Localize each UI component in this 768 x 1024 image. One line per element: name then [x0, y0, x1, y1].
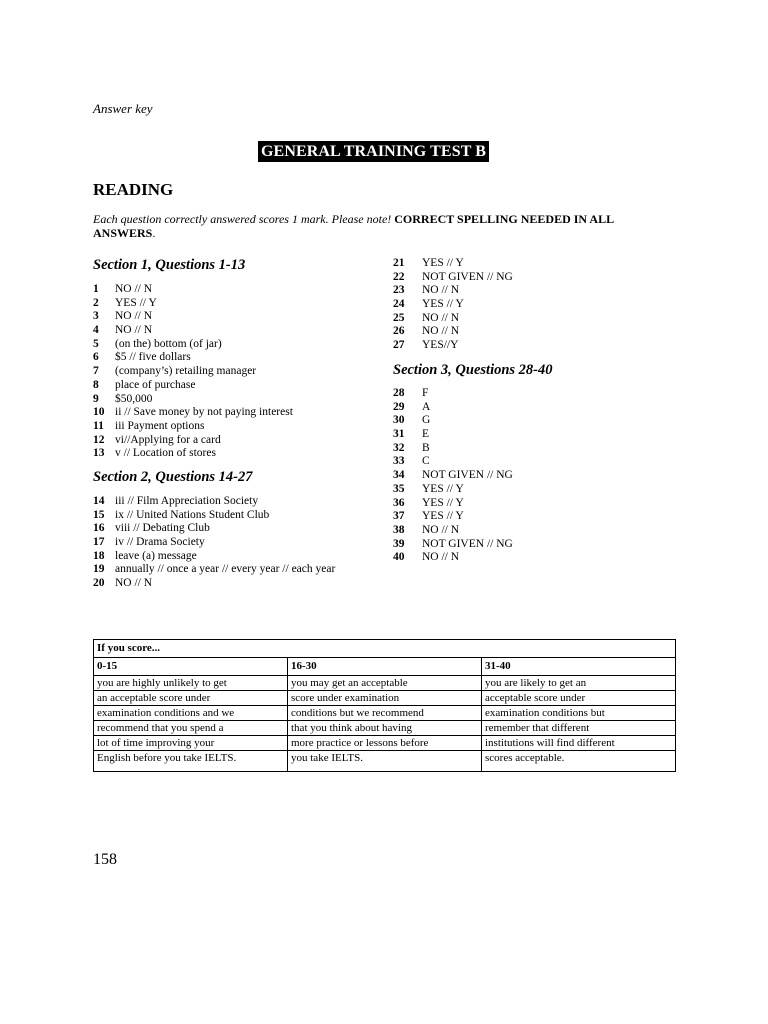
- question-number: 11: [93, 419, 104, 432]
- score-table-cell: conditions but we recommend: [288, 706, 482, 721]
- answer-row: [393, 455, 643, 469]
- answer-row: [393, 469, 643, 483]
- answer-row: [393, 387, 643, 401]
- answer-text: YES // Y: [422, 257, 464, 269]
- question-number: 5: [93, 337, 99, 350]
- score-table-title: If you score...: [94, 640, 676, 658]
- answer-text: iii // Film Appreciation Society: [115, 495, 259, 507]
- answer-text: vi//Applying for a card: [115, 433, 221, 446]
- question-number: 29: [393, 400, 405, 413]
- answer-text: ii // Save money by not paying interest: [115, 406, 293, 419]
- question-number: 34: [393, 469, 405, 482]
- score-table-cell: acceptable score under: [482, 691, 676, 706]
- question-number: 19: [93, 563, 105, 576]
- score-table-cell: you take IELTS.: [288, 751, 482, 772]
- marking-note: [93, 212, 663, 240]
- answer-row: [93, 420, 383, 434]
- answer-row: [93, 509, 383, 523]
- score-range-row: [94, 658, 676, 676]
- section2-title: Section 2, Questions 14-27: [93, 469, 253, 485]
- answer-text: NOT GIVEN // NG: [422, 469, 513, 482]
- score-table-cell: an acceptable score under: [94, 691, 288, 706]
- answer-text: G: [422, 414, 431, 427]
- answer-row: [393, 312, 643, 326]
- answer-text: NOT GIVEN // NG: [422, 537, 513, 550]
- question-number: 40: [393, 551, 405, 564]
- score-table-row: [94, 691, 676, 706]
- question-number: 35: [393, 482, 405, 495]
- answer-row: [93, 393, 383, 407]
- question-number: 27: [393, 339, 405, 352]
- section3-answers: [393, 387, 643, 565]
- answer-row: [393, 284, 643, 298]
- answer-text: C: [422, 455, 430, 468]
- answer-text: iv // Drama Society: [115, 536, 205, 549]
- answer-row: [93, 536, 383, 550]
- answer-row: [393, 298, 643, 312]
- question-number: 10: [93, 406, 105, 419]
- answer-text: NO // N: [115, 324, 153, 337]
- answer-row: [93, 365, 383, 379]
- answer-text: YES // Y: [422, 482, 464, 495]
- answer-text: NO // N: [115, 577, 153, 590]
- question-number: 20: [93, 577, 105, 590]
- score-table-cell: scores acceptable.: [482, 751, 676, 772]
- answer-row: [393, 325, 643, 339]
- question-number: 4: [93, 324, 99, 337]
- page-number: 158: [93, 851, 117, 868]
- score-table-cell: recommend that you spend a: [94, 721, 288, 736]
- answer-text: B: [422, 441, 430, 454]
- answer-row: [393, 442, 643, 456]
- answer-key-label: Answer key: [93, 101, 153, 116]
- answer-text: $50,000: [115, 392, 153, 405]
- score-table-row: [94, 706, 676, 721]
- answer-row: [93, 310, 383, 324]
- question-number: 31: [393, 428, 405, 441]
- answer-row: [93, 351, 383, 365]
- note-italic: Each question correctly answered scores 1 mark. Please note!: [93, 212, 392, 226]
- answer-row: [93, 495, 383, 509]
- question-number: 2: [93, 296, 99, 309]
- answer-row: [93, 563, 383, 577]
- score-table-cell: examination conditions and we: [94, 706, 288, 721]
- section3-title: Section 3, Questions 28-40: [393, 362, 553, 378]
- reading-heading: READING: [93, 180, 174, 199]
- score-table-cell: remember that different: [482, 721, 676, 736]
- answer-text: NO // N: [422, 284, 460, 297]
- question-number: 36: [393, 496, 405, 509]
- score-table-cell: English before you take IELTS.: [94, 751, 288, 772]
- answer-row: [393, 510, 643, 524]
- answer-text: NO // N: [422, 551, 460, 564]
- score-table-row: [94, 736, 676, 751]
- question-number: 9: [93, 392, 99, 405]
- question-number: 12: [93, 433, 105, 446]
- answer-text: annually // once a year // every year // each year: [115, 563, 336, 576]
- question-number: 24: [393, 298, 405, 311]
- answer-text: YES//Y: [422, 339, 459, 352]
- question-number: 14: [93, 495, 105, 507]
- answer-text: (on the) bottom (of jar): [115, 337, 222, 350]
- answer-text: NO // N: [115, 283, 153, 295]
- question-number: 26: [393, 325, 405, 338]
- question-number: 16: [93, 522, 105, 535]
- answer-text: NOT GIVEN // NG: [422, 270, 513, 283]
- question-number: 7: [93, 365, 99, 378]
- answer-text: (company’s) retailing manager: [115, 365, 257, 378]
- answer-text: $5 // five dollars: [115, 351, 191, 364]
- score-table-cell: you may get an acceptable: [288, 676, 482, 691]
- question-number: 39: [393, 537, 405, 550]
- answer-row: [93, 406, 383, 420]
- note-end: .: [152, 226, 156, 240]
- question-number: 8: [93, 378, 99, 391]
- score-table-cell: lot of time improving your: [94, 736, 288, 751]
- score-table-row: [94, 676, 676, 691]
- question-number: 28: [393, 387, 405, 399]
- question-number: 38: [393, 523, 405, 536]
- answer-row: [393, 524, 643, 538]
- answer-row: [93, 324, 383, 338]
- answer-row: [393, 339, 643, 353]
- question-number: 37: [393, 510, 405, 523]
- answer-row: [393, 271, 643, 285]
- answer-row: [93, 379, 383, 393]
- score-table-cell: institutions will find different: [482, 736, 676, 751]
- score-table-row: [94, 721, 676, 736]
- answer-row: [93, 447, 383, 461]
- question-number: 22: [393, 270, 405, 283]
- answer-row: [93, 522, 383, 536]
- question-number: 33: [393, 455, 405, 468]
- answer-row: [393, 414, 643, 428]
- score-table-cell: that you think about having: [288, 721, 482, 736]
- answer-row: [393, 428, 643, 442]
- answer-text: YES // Y: [422, 510, 464, 523]
- score-table-row: [94, 751, 676, 772]
- score-table: [93, 639, 676, 772]
- question-number: 32: [393, 441, 405, 454]
- answer-text: A: [422, 400, 431, 413]
- question-number: 23: [393, 284, 405, 297]
- question-number: 18: [93, 549, 105, 562]
- answer-text: NO // N: [115, 310, 153, 323]
- section1-title: Section 1, Questions 1-13: [93, 257, 246, 273]
- answer-text: YES // Y: [422, 298, 464, 311]
- answer-text: NO // N: [422, 311, 460, 324]
- answer-row: [93, 577, 383, 591]
- note-bold: CORRECT SPELLING NEEDED IN ALL ANSWERS: [93, 212, 614, 240]
- answer-text: leave (a) message: [115, 549, 197, 562]
- answer-row: [93, 283, 383, 297]
- answer-text: viii // Debating Club: [115, 522, 210, 535]
- section1-answers: [93, 283, 383, 461]
- score-table-cell: score under examination: [288, 691, 482, 706]
- answer-row: [93, 550, 383, 564]
- answer-text: E: [422, 428, 430, 441]
- answer-row: [93, 297, 383, 311]
- test-title: GENERAL TRAINING TEST B: [258, 141, 489, 162]
- section2-cont-answers: [393, 257, 643, 353]
- answer-text: YES // Y: [115, 296, 157, 309]
- answer-text: NO // N: [422, 325, 460, 338]
- answer-row: [393, 483, 643, 497]
- answer-text: NO // N: [422, 523, 460, 536]
- answer-text: iii Payment options: [115, 419, 205, 432]
- question-number: 25: [393, 311, 405, 324]
- question-number: 1: [93, 283, 99, 295]
- answer-text: YES // Y: [422, 496, 464, 509]
- question-number: 13: [93, 447, 105, 460]
- answer-text: v // Location of stores: [115, 447, 216, 460]
- score-range-0-15: 0-15: [94, 658, 288, 676]
- answer-text: F: [422, 387, 429, 399]
- answer-row: [393, 538, 643, 552]
- question-number: 21: [393, 257, 405, 269]
- question-number: 3: [93, 310, 99, 323]
- answer-row: [393, 551, 643, 565]
- score-range-31-40: 31-40: [482, 658, 676, 676]
- question-number: 30: [393, 414, 405, 427]
- question-number: 15: [93, 508, 105, 521]
- score-table-cell: you are highly unlikely to get: [94, 676, 288, 691]
- score-table-cell: examination conditions but: [482, 706, 676, 721]
- question-number: 17: [93, 536, 105, 549]
- answer-row: [393, 401, 643, 415]
- question-number: 6: [93, 351, 99, 364]
- answer-text: ix // United Nations Student Club: [115, 508, 270, 521]
- answer-row: [93, 338, 383, 352]
- answer-row: [393, 257, 643, 271]
- answer-row: [93, 434, 383, 448]
- score-range-16-30: 16-30: [288, 658, 482, 676]
- score-table-cell: more practice or lessons before: [288, 736, 482, 751]
- section2-answers: [93, 495, 383, 591]
- answer-row: [393, 497, 643, 511]
- answer-text: place of purchase: [115, 378, 196, 391]
- score-table-cell: you are likely to get an: [482, 676, 676, 691]
